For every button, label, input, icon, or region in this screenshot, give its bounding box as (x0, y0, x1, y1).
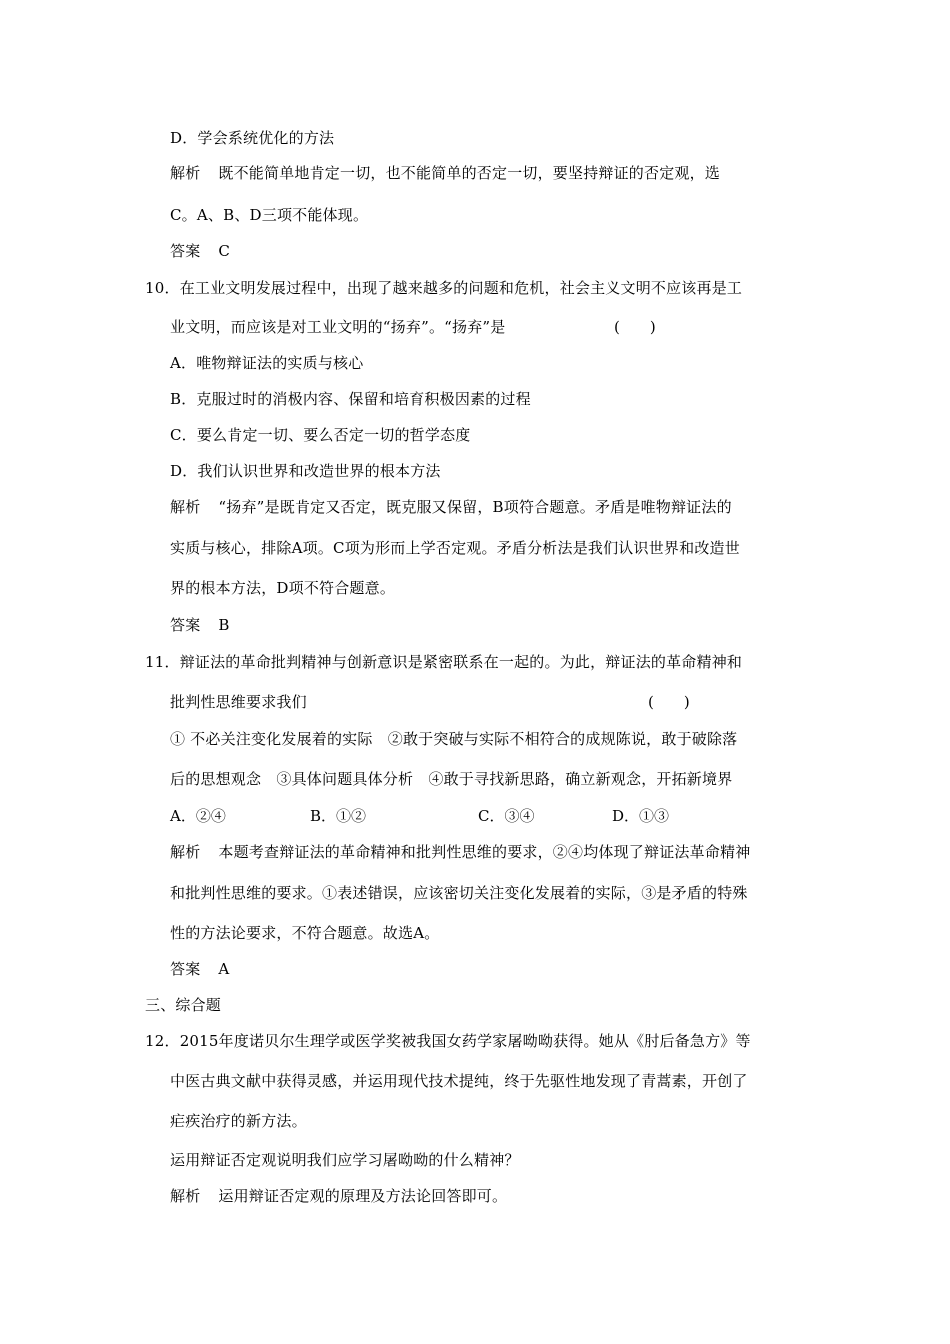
q10-option-a: A．唯物辩证法的实质与核心 (170, 354, 364, 372)
q11-analysis-line3: 性的方法论要求，不符合题意。故选A。 (170, 924, 440, 942)
analysis-label: 解析 (170, 1187, 201, 1205)
question-number: 12． (145, 1032, 180, 1050)
q10-stem-line1 (145, 278, 742, 298)
q11-option-c: C．③④ (478, 807, 535, 825)
q11-analysis-line2: 和批判性思维的要求。①表述错误，应该密切关注变化发展着的实际，③是矛盾的特殊 (170, 884, 748, 902)
question-stem: 2015年度诺贝尔生理学或医学奖被我国女药学家屠呦呦获得。她从《肘后备急方》等 (179, 1032, 751, 1050)
q12-analysis-line1 (170, 1186, 507, 1206)
q9-analysis-line1 (170, 163, 720, 183)
q9-option-d: D．学会系统优化的方法 (170, 129, 335, 147)
question-stem: 辩证法的革命批判精神与创新意识是紧密联系在一起的。为此，辩证法的革命精神和 (179, 653, 743, 671)
q11-stem-line1 (145, 652, 742, 672)
q11-answer-paren: ( ) (648, 693, 690, 711)
question-stem: 在工业文明发展过程中，出现了越来越多的问题和危机，社会主义文明不应该再是工 (179, 279, 743, 297)
question-number: 10． (145, 279, 180, 297)
q10-analysis-line2: 实质与核心，排除A项。C项为形而上学否定观。矛盾分析法是我们认识世界和改造世 (170, 539, 740, 557)
q10-option-b: B．克服过时的消极内容、保留和培育积极因素的过程 (170, 390, 531, 408)
q11-analysis-line1 (170, 842, 750, 862)
analysis-label: 解析 (170, 843, 201, 861)
q12-question: 运用辩证否定观说明我们应学习屠呦呦的什么精神？ (170, 1151, 520, 1169)
answer-label: 答案 (170, 616, 201, 634)
q11-option-a: A．②④ (170, 807, 226, 825)
answer-label: 答案 (170, 242, 201, 260)
q10-option-d: D．我们认识世界和改造世界的根本方法 (170, 462, 441, 480)
q10-analysis-line3: 界的根本方法，D项不符合题意。 (170, 579, 396, 597)
answer-value: A (218, 960, 230, 978)
q11-answer (170, 959, 229, 979)
q11-option-d: D．①③ (612, 807, 670, 825)
analysis-text: “扬弃”是既肯定又否定，既克服又保留，B项符合题意。矛盾是唯物辩证法的 (218, 498, 732, 516)
q12-stem-line1 (145, 1031, 751, 1051)
q10-answer (170, 615, 230, 635)
answer-value: B (218, 616, 230, 634)
q11-option-b: B．①② (310, 807, 367, 825)
q12-stem-line3: 疟疾治疗的新方法。 (170, 1112, 307, 1130)
q12-stem-line2: 中医古典文献中获得灵感，并运用现代技术提纯，终于先驱性地发现了青蒿素，开创了 (170, 1072, 748, 1090)
analysis-text: 运用辩证否定观的原理及方法论回答即可。 (218, 1187, 508, 1205)
q10-answer-paren: ( ) (614, 318, 656, 336)
answer-label: 答案 (170, 960, 201, 978)
analysis-label: 解析 (170, 498, 201, 516)
q10-stem-line2: 业文明，而应该是对工业文明的“扬弃”。“扬弃”是 (170, 318, 506, 336)
q10-option-c: C．要么肯定一切、要么否定一切的哲学态度 (170, 426, 471, 444)
q11-stem-line2: 批判性思维要求我们 (170, 693, 307, 711)
q9-analysis-line2: C。A、B、D三项不能体现。 (170, 206, 369, 224)
q11-items-line1: ① 不必关注变化发展着的实际 ②敢于突破与实际不相符合的成规陈说，敢于破除落 (170, 730, 738, 748)
section-title: 三、综合题 (145, 996, 222, 1014)
analysis-text: 既不能简单地肯定一切，也不能简单的否定一切，要坚持辩证的否定观，选 (218, 164, 721, 182)
answer-value: C (218, 242, 231, 260)
q10-analysis-line1 (170, 497, 732, 517)
question-number: 11． (145, 653, 180, 671)
q9-answer (170, 241, 230, 261)
analysis-text: 本题考查辩证法的革命精神和批判性思维的要求，②④均体现了辩证法革命精神 (218, 843, 751, 861)
analysis-label: 解析 (170, 164, 201, 182)
q11-items-line2: 后的思想观念 ③具体问题具体分析 ④敢于寻找新思路，确立新观念，开拓新境界 (170, 770, 733, 788)
